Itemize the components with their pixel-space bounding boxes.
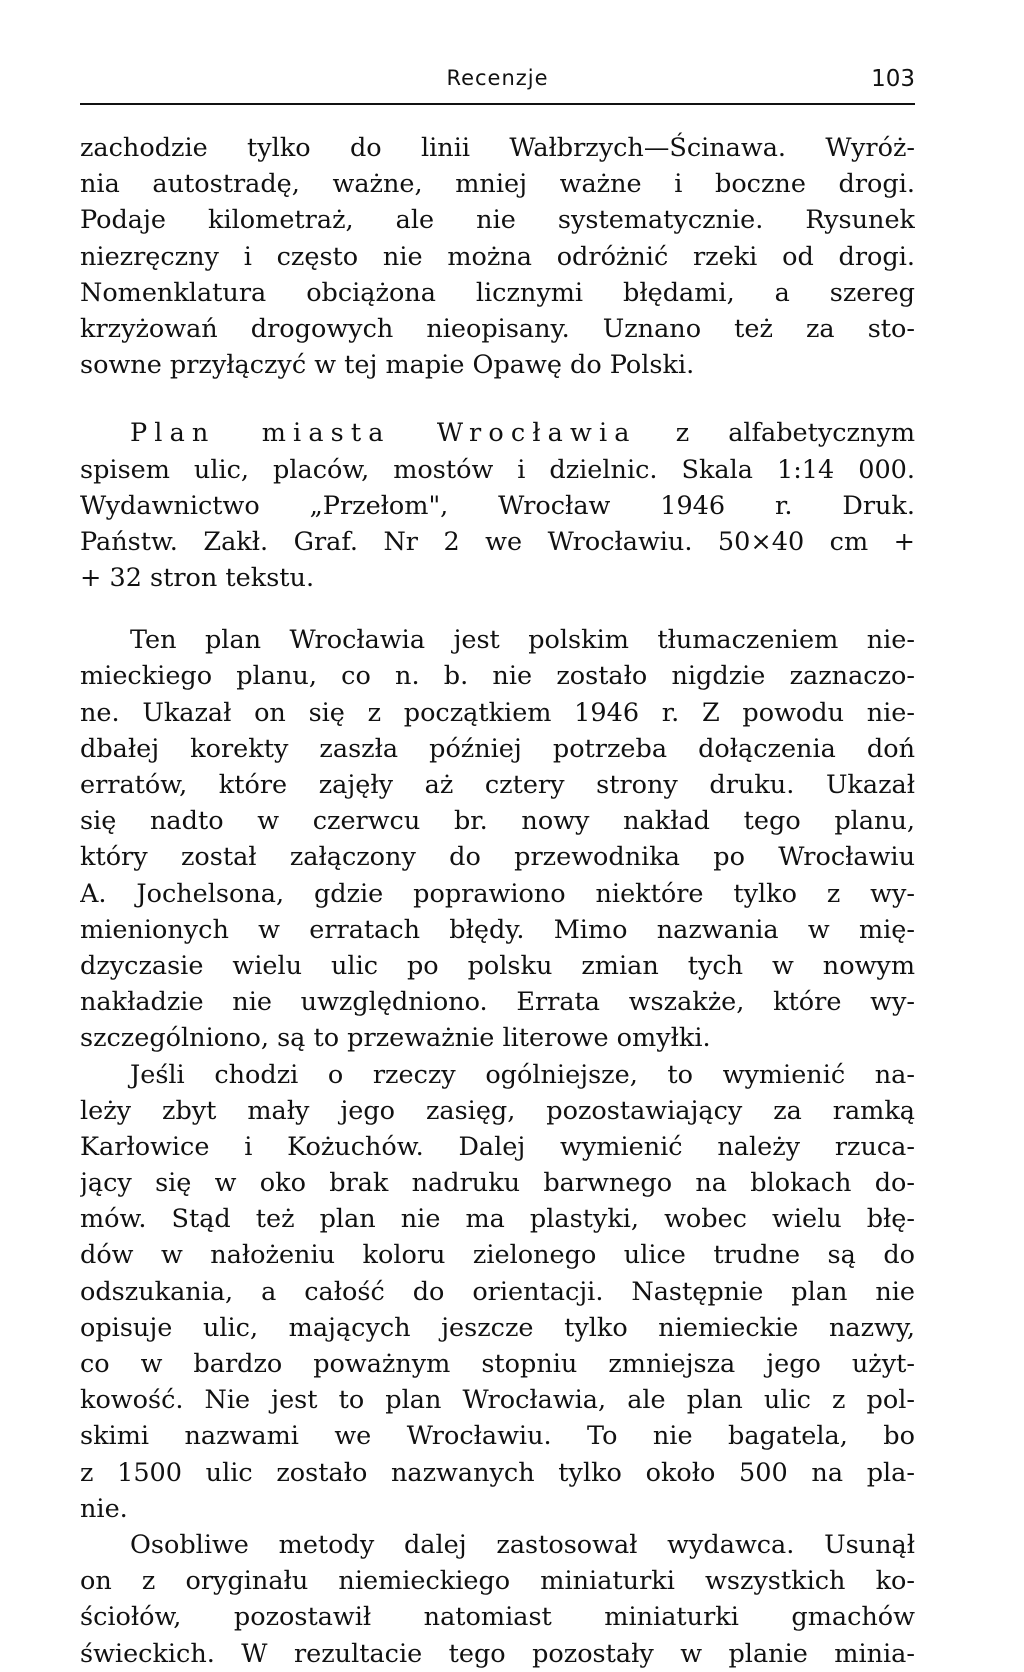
text-line: erratów, które zajęły aż cztery strony druku. Ukazał: [80, 770, 915, 800]
text-line: niezręczny i często nie można odróżnić rzeki od drogi.: [80, 241, 915, 272]
paragraph-gap: [80, 596, 915, 622]
text-line: + 32 stron tekstu.: [80, 563, 315, 594]
body-text: [80, 130, 915, 1672]
text-line: Ten plan Wrocławia jest polskim tłumaczeniem nie-: [130, 625, 915, 656]
header-rule: [80, 103, 915, 105]
paragraph-translation-note: [80, 622, 915, 1056]
text-line: Osobliwe metody dalej zastosował wydawca. Usunął: [130, 1529, 915, 1560]
paragraph-general-critique: [80, 1057, 915, 1527]
text-line: szczególniono, są to przeważnie literowe omyłki.: [80, 1023, 711, 1054]
text-line: Nomenklatura obciążona licznymi błędami, a szereg: [80, 277, 915, 308]
reviewed-work-title: Plan miasta Wrocławia: [130, 418, 637, 449]
text-line: leży zbyt mały jego zasięg, pozostawiający za ramką: [80, 1095, 915, 1126]
page-header: [80, 62, 915, 108]
text-line: dbałej korekty zaszła później potrzeba dołączenia doń: [80, 733, 915, 764]
text-line: zachodzie tylko do linii Wałbrzych—Ścinawa. Wyróż-: [80, 133, 915, 163]
text-line: jący się w oko brak nadruku barwnego na blokach do-: [80, 1168, 915, 1199]
text-line: on z oryginału niemieckiego miniaturki wszystkich ko-: [80, 1566, 915, 1597]
paragraph-road-map-review: [80, 130, 915, 383]
text-line: mienionych w erratach błędy. Mimo nazwania w mię-: [80, 914, 915, 945]
text-line: nia autostradę, ważne, mniej ważne i boczne drogi.: [80, 169, 915, 200]
text-line: A. Jochelsona, gdzie poprawiono niektóre tylko z wy-: [80, 878, 915, 909]
text-line: Państw. Zakł. Graf. Nr 2 we Wrocławiu. 50×40 cm +: [80, 526, 915, 557]
text-line: Jeśli chodzi o rzeczy ogólniejsze, to wymienić na-: [130, 1059, 915, 1090]
running-head: Recenzje: [446, 66, 549, 90]
text-line: z 1500 ulic zostało nazwanych tylko około 500 na pla-: [80, 1457, 915, 1488]
page-number: 103: [871, 66, 915, 92]
text-line: który został załączony do przewodnika po Wrocławiu: [80, 842, 915, 873]
text-line: mieckiego planu, co n. b. nie zostało nigdzie zaznaczo-: [80, 661, 915, 692]
text-line: co w bardzo poważnym stopniu zmniejsza jego użyt-: [80, 1349, 915, 1379]
paragraph-gap: [80, 383, 915, 415]
text-fragment: z alfabetycznym: [675, 418, 915, 449]
bibliographic-entry: [80, 415, 915, 596]
text-line: sowne przyłączyć w tej mapie Opawę do Polski.: [80, 350, 695, 381]
text-line: dów w nałożeniu koloru zielonego ulice trudne są do: [80, 1240, 915, 1271]
text-line: Karłowice i Kożuchów. Dalej wymienić należy rzuca-: [80, 1131, 915, 1162]
text-line: nakładzie nie uwzględniono. Errata wszakże, które wy-: [80, 987, 915, 1018]
paragraph-publisher-methods: [80, 1527, 915, 1672]
text-line: mów. Stąd też plan nie ma plastyki, wobec wielu błę-: [80, 1204, 915, 1235]
text-line: nie.: [80, 1493, 128, 1524]
bibliographic-first-line: [80, 415, 915, 451]
text-line: się nadto w czerwcu br. nowy nakład tego planu,: [80, 806, 915, 837]
text-line: spisem ulic, placów, mostów i dzielnic. Skala 1:14 000.: [80, 454, 915, 485]
text-line: opisuje ulic, mających jeszcze tylko niemieckie nazwy,: [80, 1312, 915, 1343]
text-line: odszukania, a całość do orientacji. Następnie plan nie: [80, 1276, 915, 1307]
text-line: Wydawnictwo „Przełom", Wrocław 1946 r. Druk.: [80, 490, 915, 521]
text-line: ne. Ukazał on się z początkiem 1946 r. Z powodu nie-: [80, 697, 915, 728]
text-line: kowość. Nie jest to plan Wrocławia, ale plan ulic z pol-: [80, 1385, 915, 1416]
text-line: skimi nazwami we Wrocławiu. To nie bagatela, bo: [80, 1421, 915, 1452]
text-line: świeckich. W rezultacie tego pozostały w planie minia-: [80, 1638, 915, 1669]
text-line: krzyżowań drogowych nieopisany. Uznano też za sto-: [80, 313, 915, 344]
text-line: dzyczasie wielu ulic po polsku zmian tych w nowym: [80, 950, 915, 981]
text-line: Podaje kilometraż, ale nie systematycznie. Rysunek: [80, 205, 915, 236]
text-line: ściołów, pozostawił natomiast miniaturki gmachów: [80, 1602, 915, 1633]
